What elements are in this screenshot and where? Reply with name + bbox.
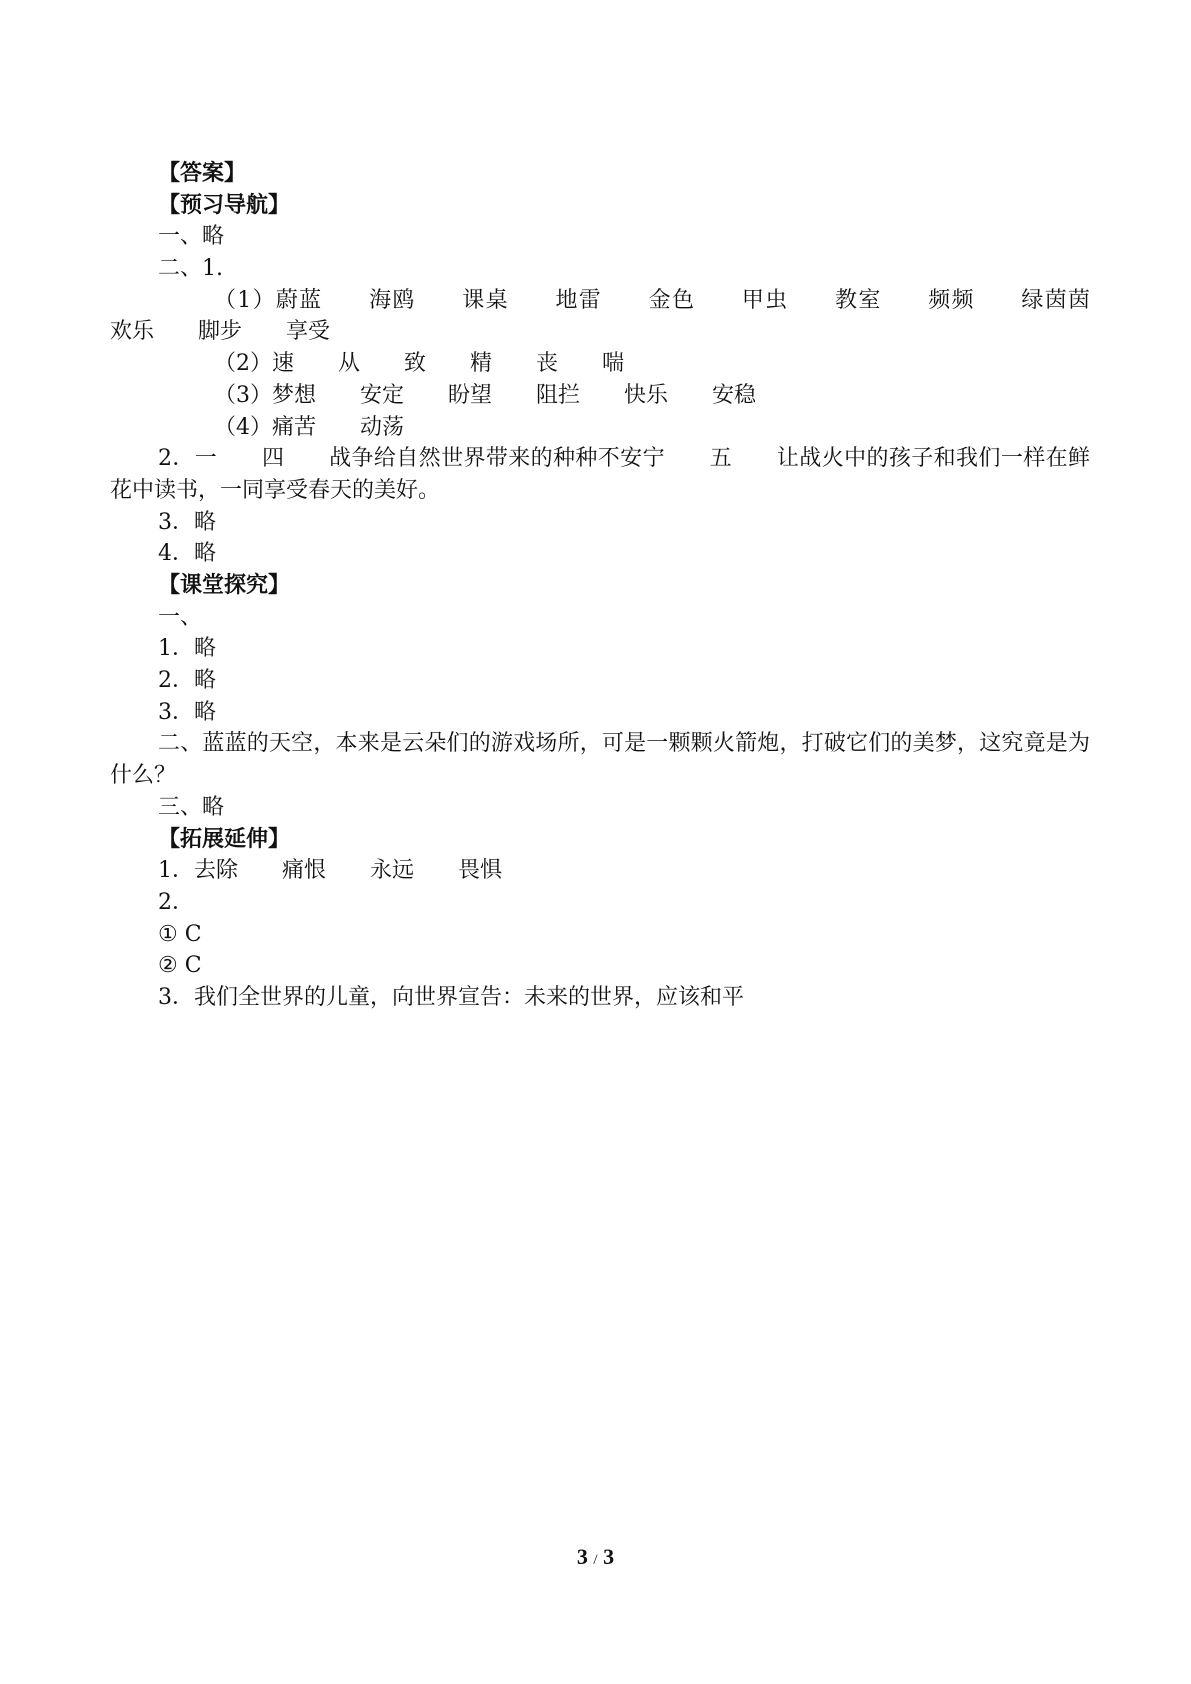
answer-line: （3）梦想 安定 盼望 阻拦 快乐 安稳 <box>214 382 756 408</box>
answer-line: 3．略 <box>158 699 216 725</box>
answer-line: ① C <box>158 921 202 947</box>
answer-line: 2． <box>158 889 194 915</box>
answer-line: （1）蔚蓝 海鸥 课桌 地雷 金色 甲虫 教室 频频 绿茵茵 欢乐 脚步 享受 <box>110 287 1135 345</box>
answer-line: 2．一 四 战争给自然世界带来的种种不安宁 五 让战火中的孩子和我们一样在鲜花中读书，一同享受春天的美好。 <box>110 446 1090 503</box>
answer-line: 一、 <box>158 604 203 630</box>
section-heading: 【拓展延伸】 <box>158 826 291 852</box>
page-number <box>0 1544 1191 1570</box>
answer-line: 1．略 <box>158 636 216 662</box>
current-page-number: 3 <box>576 1544 588 1569</box>
answer-line: 4．略 <box>158 541 216 567</box>
total-page-count: 3 <box>603 1544 615 1569</box>
answer-line: 二、1. <box>158 256 223 282</box>
answer-line: 3．略 <box>158 509 216 535</box>
page-number-separator: / <box>593 1552 598 1568</box>
section-heading: 【预习导航】 <box>158 192 291 218</box>
answer-line: ② C <box>158 953 202 979</box>
section-heading: 【答案】 <box>158 161 247 186</box>
answer-line: 三、略 <box>158 794 225 820</box>
answer-line: （4）痛苦 动荡 <box>214 414 404 440</box>
section-heading: 【课堂探究】 <box>158 573 291 598</box>
answer-line: 3．我们全世界的儿童，向世界宣告：未来的世界，应该和平 <box>158 984 744 1010</box>
answer-line: 2．略 <box>158 668 216 694</box>
answer-line: （2）速 从 致 精 丧 喘 <box>214 351 624 377</box>
answer-line: 二、蓝蓝的天空，本来是云朵们的游戏场所，可是一颗颗火箭炮，打破它们的美梦，这究竟是为什么？ <box>110 731 1090 789</box>
document-body <box>110 158 1135 1014</box>
answer-line: 一、略 <box>158 224 225 250</box>
answer-line: 1．去除 痛恨 永远 畏惧 <box>158 858 502 884</box>
